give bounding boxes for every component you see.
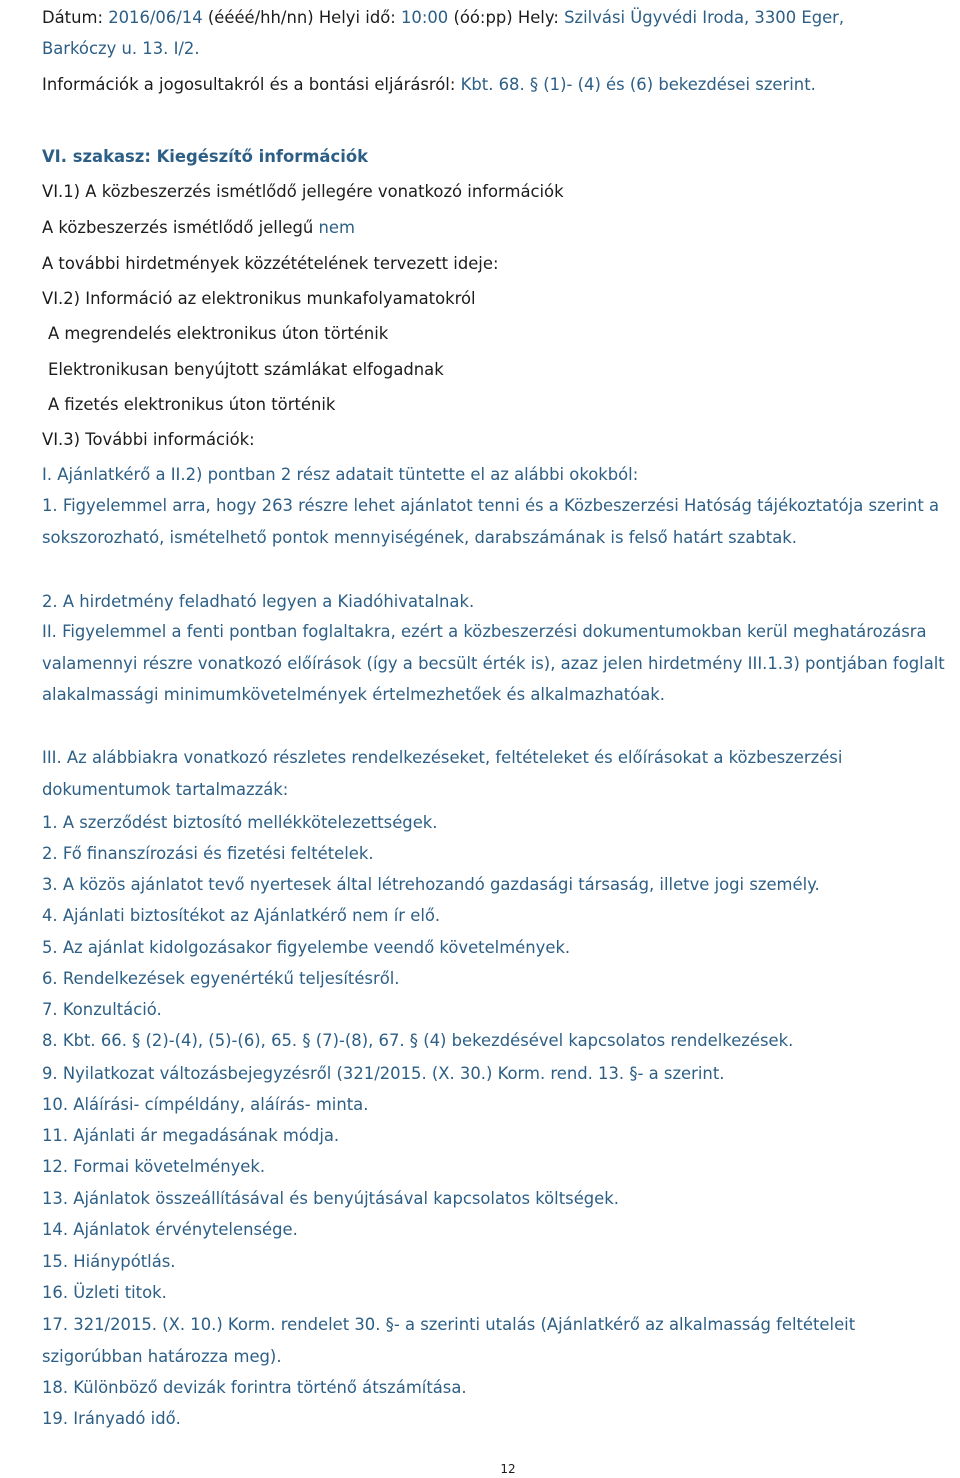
opening-info-line	[42, 8, 957, 28]
list-item: 18. Különböző devizák forintra történő átszámítása.	[42, 1378, 467, 1397]
vi1-recurring-line	[42, 218, 957, 238]
page-number: 12	[500, 1462, 516, 1476]
additional-paragraph: III. Az alábbiakra vonatkozó részletes rendelkezéseket, feltételeket és előírásokat a közbeszerzési dokumentumok tartalmazzák:	[42, 748, 843, 799]
vi1-next-notices: A további hirdetmények közzétételének tervezett ideje:	[42, 254, 499, 273]
vi2-item: A fizetés elektronikus úton történik	[48, 395, 336, 414]
vi1-title: VI.1) A közbeszerzés ismétlődő jellegére vonatkozó információk	[42, 182, 564, 201]
place-label: Hely:	[517, 8, 559, 27]
list-item: 19. Irányadó idő.	[42, 1409, 181, 1428]
date-value: 2016/06/14	[108, 8, 203, 27]
vi2-title: VI.2) Információ az elektronikus munkafolyamatokról	[42, 289, 476, 308]
vi3-title: VI.3) További információk:	[42, 430, 255, 449]
additional-paragraph: I. Ajánlatkérő a II.2) pontban 2 rész adatait tüntette el az alábbi okokból:	[42, 465, 639, 484]
list-item: 11. Ajánlati ár megadásának módja.	[42, 1126, 340, 1145]
additional-paragraph: 1. Figyelemmel arra, hogy 263 részre lehet ajánlatot tenni és a Közbeszerzési Hatóság tájékoztatója szerint a sokszorozható, ismételhető pontok mennyiségének, darabszámának is felső határt szabtak.	[42, 496, 940, 547]
list-item: 14. Ajánlatok érvénytelensége.	[42, 1220, 298, 1239]
vi1-recurring-value: nem	[318, 218, 355, 237]
list-item: 13. Ajánlatok összeállításával és benyújtásával kapcsolatos költségek.	[42, 1189, 619, 1208]
date-format: (éééé/hh/nn)	[207, 8, 314, 27]
time-format: (óó:pp)	[453, 8, 513, 27]
list-item: 9. Nyilatkozat változásbejegyzésről (321/2015. (X. 30.) Korm. rend. 13. §- a szerint.	[42, 1064, 725, 1083]
opening-rules-label: Információk a jogosultakról és a bontási eljárásról:	[42, 75, 456, 94]
place-value-continued: Barkóczy u. 13. I/2.	[42, 39, 200, 58]
list-item: 1. A szerződést biztosító mellékkötelezettségek.	[42, 813, 438, 832]
list-item: 12. Formai követelmények.	[42, 1157, 266, 1176]
section-title: VI. szakasz: Kiegészítő információk	[42, 147, 368, 166]
list-item: 15. Hiánypótlás.	[42, 1252, 176, 1271]
list-item: 2. Fő finanszírozási és fizetési feltételek.	[42, 844, 374, 863]
additional-paragraph: 2. A hirdetmény feladható legyen a Kiadóhivatalnak.	[42, 592, 475, 611]
list-item: 3. A közös ajánlatot tevő nyertesek által létrehozandó gazdasági társaság, illetve jogi személy.	[42, 875, 820, 894]
vi2-item: A megrendelés elektronikus úton történik	[48, 324, 389, 343]
additional-paragraph: II. Figyelemmel a fenti pontban foglaltakra, ezért a közbeszerzési dokumentumokban kerül meghatározásra valamennyi részre vonatkozó előírások (így a becsült érték is), azaz jelen hirdetmény III.1.3) pontjában foglalt alakalmassági minimumkövetelmények értelmezhetőek és alkalmazhatóak.	[42, 622, 945, 704]
vi1-recurring-label: A közbeszerzés ismétlődő jellegű	[42, 218, 314, 237]
opening-rules-value: Kbt. 68. § (1)- (4) és (6) bekezdései szerint.	[460, 75, 816, 94]
time-value: 10:00	[401, 8, 449, 27]
list-item: 4. Ajánlati biztosítékot az Ajánlatkérő nem ír elő.	[42, 906, 441, 925]
list-item: 17. 321/2015. (X. 10.) Korm. rendelet 30. §- a szerinti utalás (Ajánlatkérő az alkalmasság feltételeit	[42, 1315, 856, 1334]
date-label: Dátum:	[42, 8, 103, 27]
place-value: Szilvási Ügyvédi Iroda, 3300 Eger,	[564, 8, 845, 27]
time-label: Helyi idő:	[318, 8, 396, 27]
list-item: 16. Üzleti titok.	[42, 1283, 167, 1302]
list-item: 7. Konzultáció.	[42, 1000, 162, 1019]
list-item: 8. Kbt. 66. § (2)-(4), (5)-(6), 65. § (7)-(8), 67. § (4) bekezdésével kapcsolatos rendelkezések.	[42, 1031, 794, 1050]
vi2-item: Elektronikusan benyújtott számlákat elfogadnak	[48, 360, 444, 379]
opening-rules-line	[42, 75, 957, 95]
list-item: 5. Az ajánlat kidolgozásakor figyelembe veendő követelmények.	[42, 938, 571, 957]
list-item: 10. Aláírási- címpéldány, aláírás- minta.	[42, 1095, 369, 1114]
list-item: 6. Rendelkezések egyenértékű teljesítésről.	[42, 969, 400, 988]
list-item-continued: szigorúbban határozza meg).	[42, 1347, 282, 1366]
